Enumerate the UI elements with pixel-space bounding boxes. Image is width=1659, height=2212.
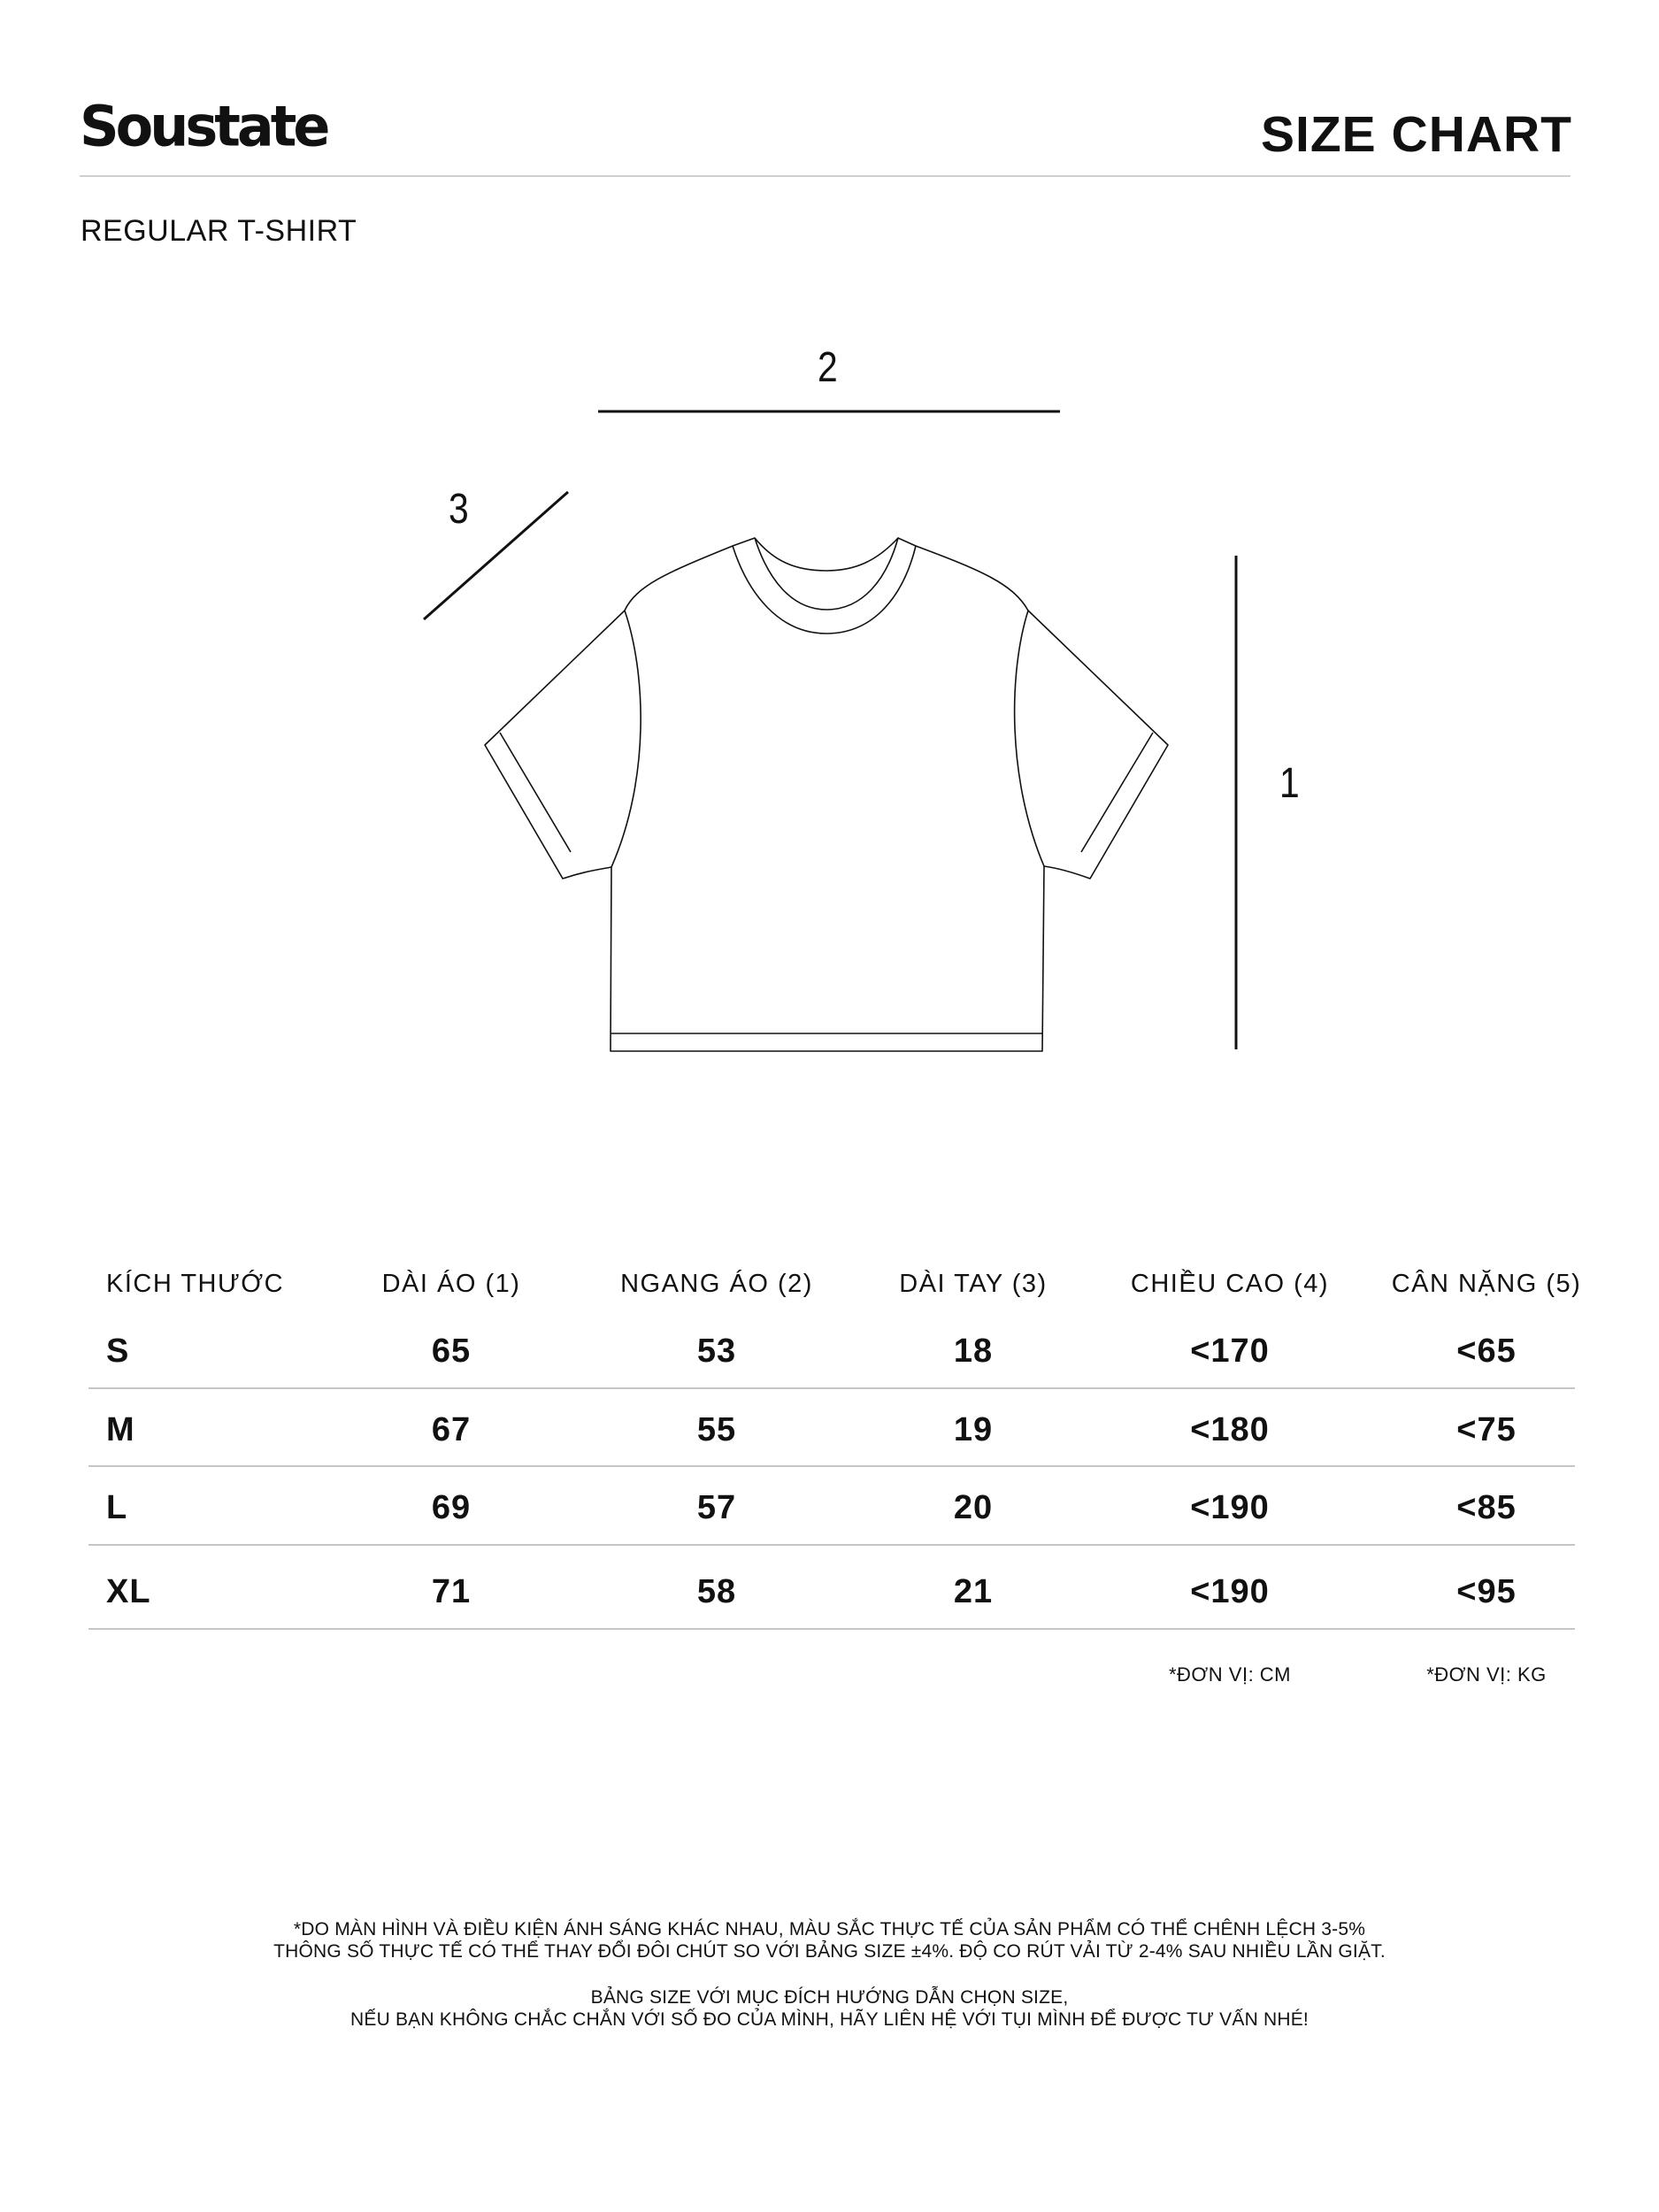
disclaimer-line-3: BẢNG SIZE VỚI MỤC ĐÍCH HƯỚNG DẪN CHỌN SIZE,	[590, 1987, 1069, 2008]
measure-label-3: 3	[449, 486, 469, 533]
brand-logo: Soustate	[80, 93, 327, 159]
sleeve-measure-line	[424, 492, 568, 619]
height-cell: <190	[1190, 1573, 1270, 1610]
size-cell: XL	[106, 1573, 151, 1610]
disclaimer-line-4: NẾU BẠN KHÔNG CHẮC CHẮN VỚI SỐ ĐO CỦA MÌNH, HÃY LIÊN HỆ VỚI TỤI MÌNH ĐỂ ĐƯỢC TƯ VẤN NHÉ!	[350, 2009, 1309, 2030]
row-divider	[88, 1544, 1575, 1546]
disclaimer-line-1: *DO MÀN HÌNH VÀ ĐIỀU KIỆN ÁNH SÁNG KHÁC NHAU, MÀU SẮC THỰC TẾ CỦA SẢN PHẨM CÓ THỂ CHÊNH LỆCH 3-5%	[293, 1919, 1366, 1939]
weight-cell: <85	[1456, 1489, 1517, 1526]
length-cell: 67	[431, 1411, 472, 1448]
header-width: NGANG ÁO (2)	[620, 1270, 813, 1298]
height-cell: <170	[1190, 1333, 1270, 1370]
unit-note-kg: *ĐƠN VỊ: KG	[1426, 1663, 1547, 1686]
unit-note-cm: *ĐƠN VỊ: CM	[1168, 1663, 1292, 1686]
header-length: DÀI ÁO (1)	[381, 1270, 521, 1298]
disclaimer-line-2: THÔNG SỐ THỰC TẾ CÓ THỂ THAY ĐỔI ĐÔI CHÚT SO VỚI BẢNG SIZE ±4%. ĐỘ CO RÚT VẢI TỪ 2-4% SAU NHIỀU LẦN GIẶT.	[273, 1941, 1386, 1962]
length-cell: 71	[431, 1573, 472, 1610]
measure-label-1: 1	[1279, 760, 1300, 807]
width-cell: 58	[696, 1573, 737, 1610]
size-cell: M	[106, 1411, 135, 1448]
weight-cell: <65	[1456, 1333, 1517, 1370]
width-cell: 57	[696, 1489, 737, 1526]
weight-cell: <95	[1456, 1573, 1517, 1610]
length-cell: 69	[431, 1489, 472, 1526]
sleeve-cell: 18	[953, 1333, 994, 1370]
row-divider	[88, 1465, 1575, 1467]
length-cell: 65	[431, 1333, 472, 1370]
width-cell: 53	[696, 1333, 737, 1370]
width-cell: 55	[696, 1411, 737, 1448]
size-cell: S	[106, 1333, 130, 1370]
size-cell: L	[106, 1489, 128, 1526]
sleeve-cell: 20	[953, 1489, 994, 1526]
header-weight: CÂN NẶNG (5)	[1391, 1270, 1582, 1298]
header-height: CHIỀU CAO (4)	[1130, 1270, 1330, 1298]
row-divider	[88, 1387, 1575, 1389]
page-title: SIZE CHART	[1261, 106, 1572, 163]
weight-cell: <75	[1456, 1411, 1517, 1448]
disclaimer-block-contact	[0, 1986, 1659, 2031]
measure-label-2: 2	[818, 344, 838, 391]
product-type-label: REGULAR T-SHIRT	[81, 214, 357, 248]
header-sleeve: DÀI TAY (3)	[899, 1270, 1048, 1298]
sleeve-cell: 19	[953, 1411, 994, 1448]
row-divider	[88, 1628, 1575, 1630]
sleeve-cell: 21	[953, 1573, 994, 1610]
height-cell: <190	[1190, 1489, 1270, 1526]
header-size: KÍCH THƯỚC	[106, 1270, 285, 1298]
height-cell: <180	[1190, 1411, 1270, 1448]
disclaimer-block-color	[0, 1918, 1659, 1962]
